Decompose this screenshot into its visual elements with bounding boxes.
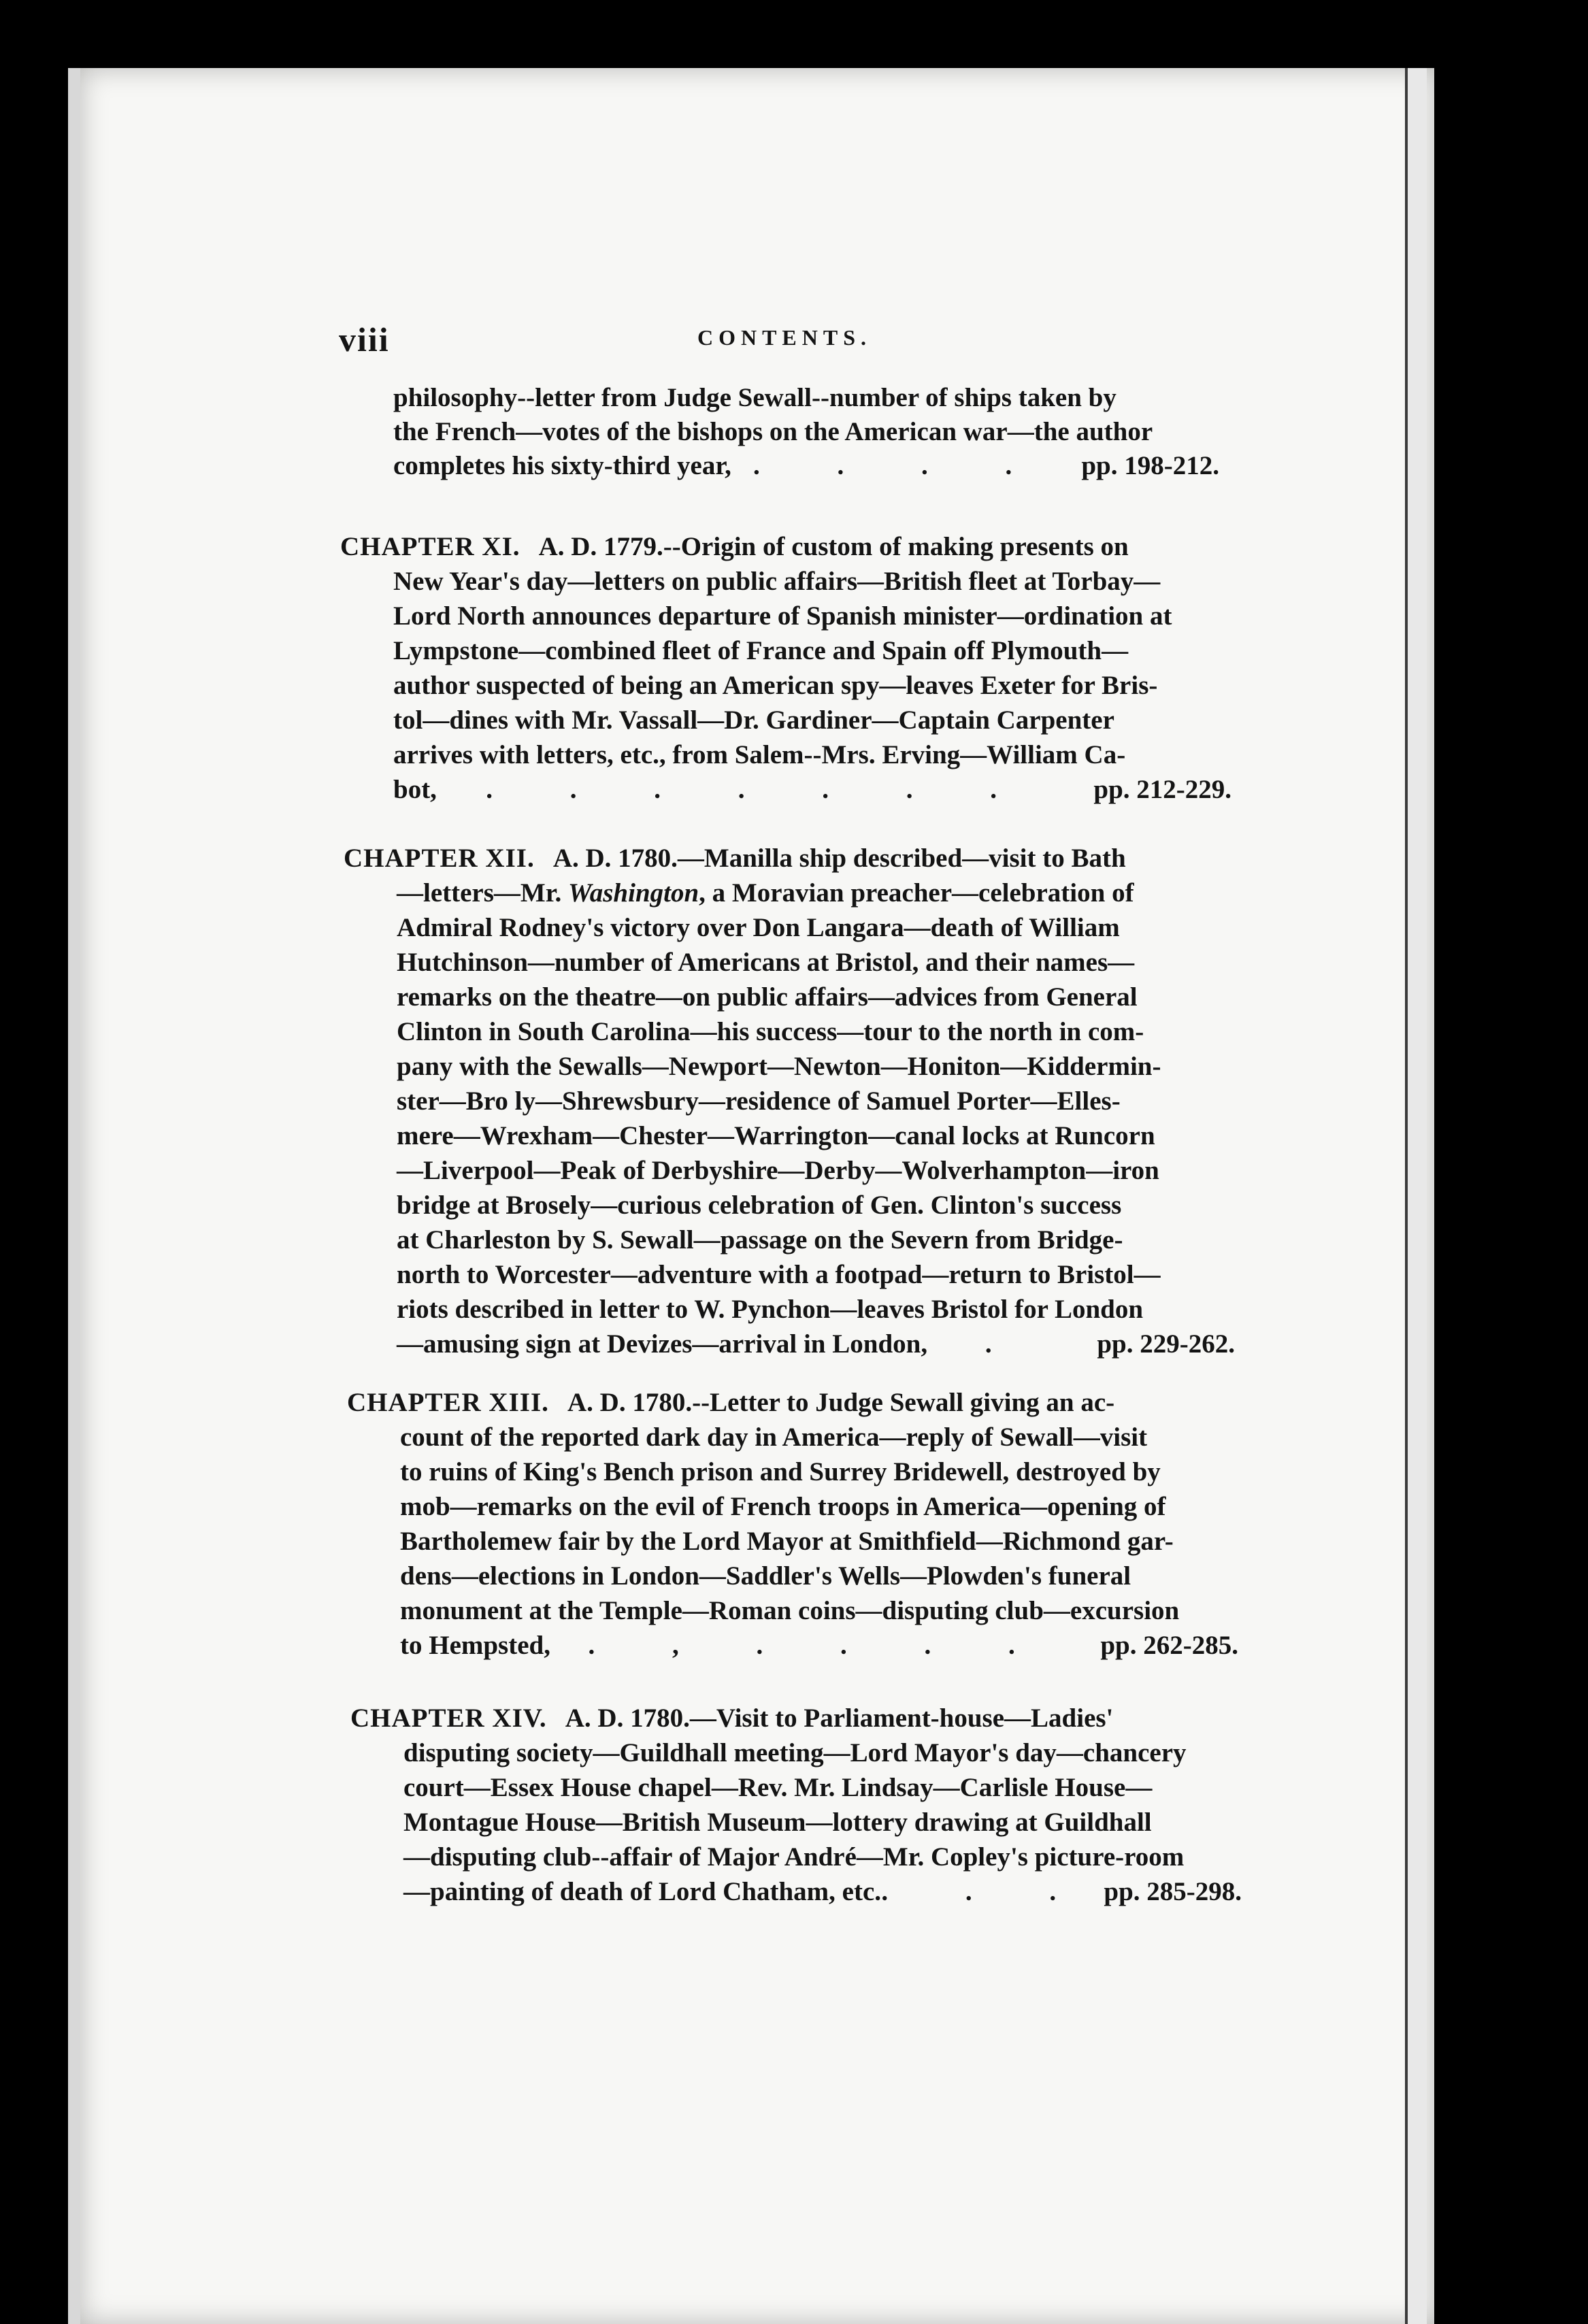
- text-line: mob—remarks on the evil of French troops in America—opening of: [400, 1492, 1166, 1521]
- page-header: [339, 320, 1230, 367]
- text-line: New Year's day—letters on public affairs—British fleet at Torbay—: [393, 567, 1161, 596]
- text-line: —Liverpool—Peak of Derbyshire—Derby—Wolverhampton—iron: [397, 1156, 1159, 1185]
- leader-dots: .: [985, 1329, 1027, 1359]
- text-line: the French—votes of the bishops on the American war—the author: [393, 417, 1153, 446]
- page-number: viii: [339, 320, 390, 359]
- text-line: —disputing club--affair of Major André—Mr. Copley's picture-room: [403, 1842, 1185, 1872]
- text-line: to ruins of King's Bench prison and Surrey Bridewell, destroyed by: [400, 1457, 1161, 1487]
- chapter-date: A. D. 1779.: [538, 532, 663, 561]
- chapter-date: A. D. 1780.: [565, 1704, 690, 1733]
- page-range: pp. 229-262.: [1097, 1329, 1235, 1359]
- last-line: [340, 772, 1231, 807]
- page-range: pp. 262-285.: [1100, 1631, 1238, 1660]
- text-line: pany with the Sewalls—Newport—Newton—Honiton—Kiddermin-: [397, 1052, 1161, 1081]
- chapter-heading-line: [347, 1385, 1238, 1420]
- chapter-heading-line: [340, 529, 1231, 564]
- leader-dots: . , . . . .: [588, 1631, 1051, 1660]
- page-range: pp. 212-229.: [1093, 775, 1231, 804]
- text-line: Admiral Rodney's victory over Don Langara—death of William: [397, 913, 1120, 942]
- leader-dots: . . . .: [752, 451, 1048, 480]
- last-line: [350, 1874, 1242, 1909]
- chapter-summary-start: --Origin of custom of making presents on: [663, 532, 1129, 561]
- page-range: pp. 285-298.: [1104, 1877, 1242, 1906]
- text-line: Montague House—British Museum—lottery drawing at Guildhall: [403, 1808, 1152, 1837]
- last-line: [347, 1628, 1238, 1663]
- last-line-text: bot,: [393, 775, 437, 804]
- chapter-entry-xii: [344, 841, 1235, 1361]
- running-head: CONTENTS.: [697, 325, 872, 350]
- chapter-heading-line: [344, 841, 1235, 876]
- text-line: [344, 876, 1235, 910]
- text-line: ster—Bro ly—Shrewsbury—residence of Samuel Porter—Elles-: [397, 1086, 1121, 1116]
- text-line: monument at the Temple—Roman coins—disputing club—excursion: [400, 1596, 1180, 1625]
- text-line: mere—Wrexham—Chester—Warrington—canal locks at Runcorn: [397, 1121, 1155, 1150]
- chapter-label: CHAPTER XII.: [344, 844, 535, 873]
- last-line-text: —amusing sign at Devizes—arrival in London,: [397, 1329, 928, 1359]
- text-line: at Charleston by S. Sewall—passage on the Severn from Bridge-: [397, 1225, 1123, 1255]
- text-line: tol—dines with Mr. Vassall—Dr. Gardiner—Captain Carpenter: [393, 706, 1114, 735]
- text-line: philosophy--letter from Judge Sewall--number of ships taken by: [393, 383, 1116, 412]
- chapter-label: CHAPTER XI.: [340, 532, 520, 561]
- chapter-label: CHAPTER XIV.: [350, 1704, 547, 1733]
- text-line: count of the reported dark day in America—reply of Sewall—visit: [400, 1423, 1148, 1452]
- chapter-summary-start: --Letter to Judge Sewall giving an ac-: [692, 1388, 1115, 1417]
- last-line: [393, 449, 1219, 483]
- text-line: arrives with letters, etc., from Salem--Mrs. Erving—William Ca-: [393, 740, 1126, 769]
- leader-dots: . . .: [881, 1877, 1092, 1906]
- text-line: riots described in letter to W. Pynchon—leaves Bristol for London: [397, 1295, 1144, 1324]
- chapter-entry-xiv: [350, 1701, 1242, 1909]
- text-fragment: , a Moravian preacher—celebration of: [699, 878, 1134, 908]
- chapter-label: CHAPTER XIII.: [347, 1388, 549, 1417]
- italic-name: Washington: [567, 878, 699, 908]
- last-line-text: —painting of death of Lord Chatham, etc.: [403, 1877, 882, 1906]
- text-line: author suspected of being an American spy—leaves Exeter for Bris-: [393, 671, 1158, 700]
- chapter-entry-xiii: [347, 1385, 1238, 1663]
- chapter-summary-start: —Manilla ship described—visit to Bath: [677, 844, 1126, 873]
- text-line: Lympstone—combined fleet of France and Spain off Plymouth—: [393, 636, 1129, 665]
- chapter-date: A. D. 1780.: [567, 1388, 693, 1417]
- text-line: Lord North announces departure of Spanish minister—ordination at: [393, 601, 1172, 631]
- text-line: north to Worcester—adventure with a footpad—return to Bristol—: [397, 1260, 1161, 1289]
- chapter-heading-line: [350, 1701, 1242, 1736]
- last-line-text: to Hempsted,: [400, 1631, 550, 1660]
- text-line: Hutchinson—number of Americans at Bristol, and their names—: [397, 948, 1135, 977]
- text-fragment: —letters—Mr.: [397, 878, 568, 908]
- chapter-summary-start: —Visit to Parliament-house—Ladies': [689, 1704, 1114, 1733]
- text-line: remarks on the theatre—on public affairs—advices from General: [397, 982, 1138, 1012]
- text-line: Bartholemew fair by the Lord Mayor at Smithfield—Richmond gar-: [400, 1527, 1174, 1556]
- text-line: disputing society—Guildhall meeting—Lord Mayor's day—chancery: [403, 1738, 1187, 1767]
- chapter-continuation: [393, 381, 1219, 483]
- last-line-text: completes his sixty-third year,: [393, 451, 731, 480]
- chapter-entry-xi: [340, 529, 1231, 807]
- text-line: Clinton in South Carolina—his success—tour to the north in com-: [397, 1017, 1144, 1046]
- facing-page-edge: [1405, 68, 1427, 2324]
- last-line: [344, 1327, 1235, 1361]
- leader-dots: . . . . . . .: [486, 775, 1033, 804]
- page-range: pp. 198-212.: [1081, 451, 1219, 480]
- chapter-date: A. D. 1780.: [552, 844, 678, 873]
- text-line: bridge at Brosely—curious celebration of Gen. Clinton's success: [397, 1191, 1122, 1220]
- text-line: court—Essex House chapel—Rev. Mr. Lindsay—Carlisle House—: [403, 1773, 1153, 1802]
- text-line: dens—elections in London—Saddler's Wells—Plowden's funeral: [400, 1561, 1131, 1591]
